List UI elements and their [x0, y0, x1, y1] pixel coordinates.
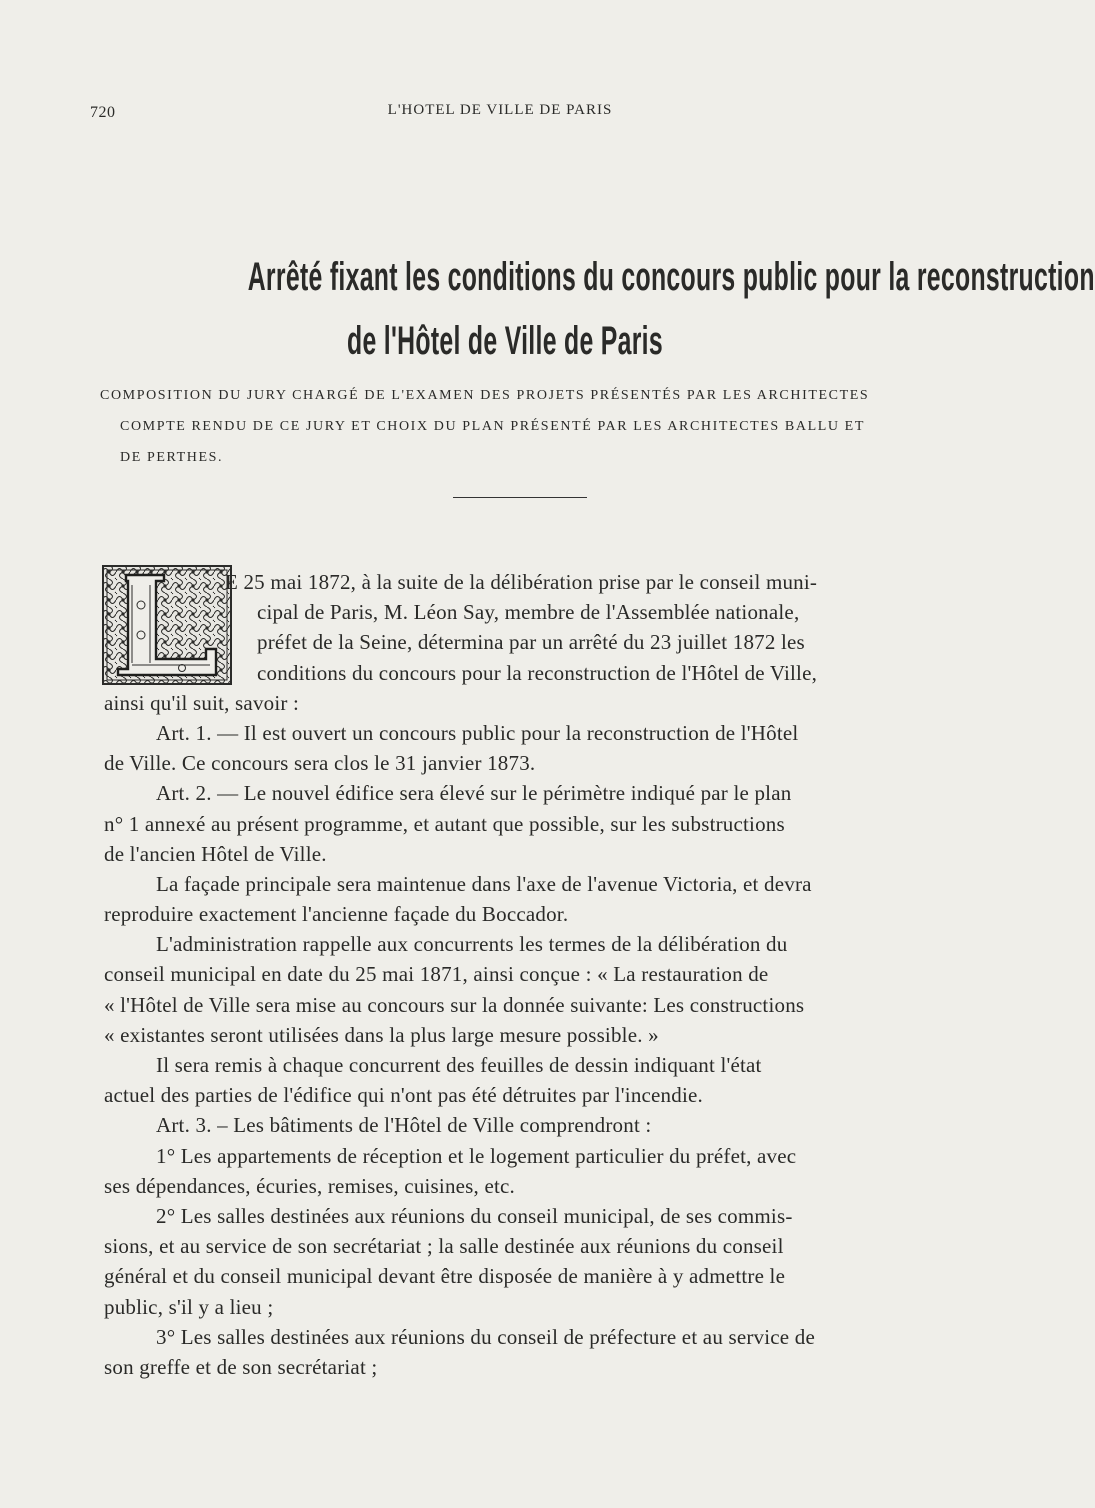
- document-title: [247, 245, 1095, 373]
- body-line: n° 1 annexé au présent programme, et autant que possible, sur les substructions: [104, 811, 785, 836]
- subtitle-line-2: COMPTE RENDU DE CE JURY ET CHOIX DU PLAN PRÉSENTÉ PAR LES ARCHITECTES BALLU ET: [120, 419, 865, 434]
- body-line: ainsi qu'il suit, savoir :: [104, 690, 300, 715]
- body-line: préfet de la Seine, détermina par un arrêté du 23 juillet 1872 les: [257, 630, 805, 655]
- subtitle: [100, 380, 945, 473]
- body-line: 2° Les salles destinées aux réunions du conseil municipal, de ses commis-: [156, 1203, 793, 1228]
- body-line: public, s'il y a lieu ;: [104, 1294, 274, 1319]
- body-line: conditions du concours pour la reconstruction de l'Hôtel de Ville,: [257, 660, 818, 685]
- body-line: « existantes seront utilisées dans la plus large mesure possible. »: [104, 1022, 659, 1047]
- running-header: [0, 100, 1000, 124]
- body-line: Art. 1. — Il est ouvert un concours public pour la reconstruction de l'Hôtel: [156, 720, 799, 745]
- body-line: L'administration rappelle aux concurrents les termes de la délibération du: [156, 932, 788, 957]
- body-line: reproduire exactement l'ancienne façade du Boccador.: [104, 902, 569, 927]
- body-line: 3° Les salles destinées aux réunions du conseil de préfecture et au service de: [156, 1324, 816, 1349]
- body-line: de Ville. Ce concours sera clos le 31 janvier 1873.: [104, 751, 536, 776]
- body-line: cipal de Paris, M. Léon Say, membre de l'Assemblée nationale,: [257, 600, 800, 625]
- body-line: « l'Hôtel de Ville sera mise au concours sur la donnée suivante: Les constructions: [104, 992, 805, 1017]
- body-line: Art. 2. — Le nouvel édifice sera élevé sur le périmètre indiqué par le plan: [156, 781, 792, 806]
- subtitle-line-1: COMPOSITION DU JURY CHARGÉ DE L'EXAMEN DES PROJETS PRÉSENTÉS PAR LES ARCHITECTES: [100, 388, 870, 403]
- body-line: ses dépendances, écuries, remises, cuisines, etc.: [104, 1173, 515, 1198]
- body-line: E 25 mai 1872, à la suite de la délibération prise par le conseil muni-: [225, 570, 818, 594]
- subtitle-line-3: DE PERTHES.: [120, 450, 224, 465]
- body-text: [104, 567, 949, 1382]
- title-line-1: Arrêté fixant les conditions du concours public pour la reconstruction: [247, 255, 1095, 299]
- page-number: 720: [90, 104, 116, 121]
- body-line: conseil municipal en date du 25 mai 1871, ainsi conçue : « La restauration de: [104, 962, 769, 987]
- body-line: actuel des parties de l'édifice qui n'ont pas été détruites par l'incendie.: [104, 1083, 703, 1108]
- body-line: 1° Les appartements de réception et le logement particulier du préfet, avec: [156, 1143, 797, 1168]
- body-line: sions, et au service de son secrétariat ; la salle destinée aux réunions du conseil: [104, 1234, 784, 1259]
- body-line: Art. 3. – Les bâtiments de l'Hôtel de Ville comprendront :: [156, 1113, 652, 1138]
- body-line: son greffe et de son secrétariat ;: [104, 1354, 378, 1379]
- section-divider: [453, 497, 587, 498]
- body-line: La façade principale sera maintenue dans l'axe de l'avenue Victoria, et devra: [156, 871, 812, 896]
- running-title: L'HOTEL DE VILLE DE PARIS: [387, 102, 613, 118]
- title-line-2: de l'Hôtel de Ville de Paris: [347, 319, 663, 363]
- body-line: Il sera remis à chaque concurrent des feuilles de dessin indiquant l'état: [156, 1053, 762, 1077]
- body-line: de l'ancien Hôtel de Ville.: [104, 841, 327, 866]
- body-line: général et du conseil municipal devant être disposée de manière à y admettre le: [104, 1264, 786, 1289]
